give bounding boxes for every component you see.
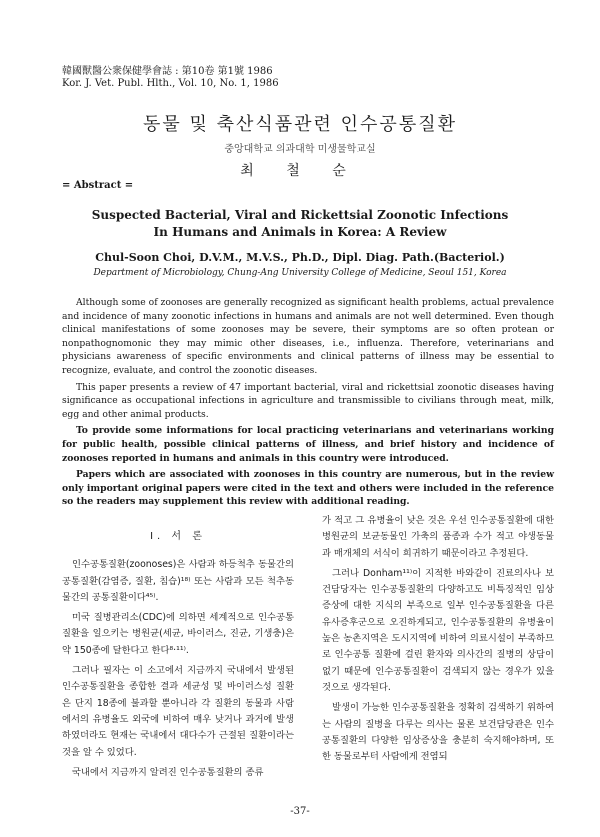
paper-title-english [0,207,600,241]
abstract-paragraph: This paper presents a review of 47 important bacterial, viral and rickettsial zoonotic diseases having significance as occupational infections in agriculture and transmissible to civilians through meat, milk, egg and other animal products. [62,381,554,420]
paper-title-korean: 동물 및 축산식품관련 인수공통질환 [143,114,457,135]
abstract-body [62,296,554,512]
body-paragraph: 발생이 가능한 인수공통질환을 정확히 검색하기 위하여는 사람의 질병을 다루는 의사는 물론 보건담당관은 인수공통질환의 다양한 임상증상을 충분히 숙지해야하며, 또한 동물로부터 사람에게 전염되 [322,702,554,763]
author-name-english: Chul-Soon Choi, D.V.M., M.V.S., Ph.D., Dipl. Diag. Path.(Bacteriol.) [95,251,505,264]
body-paragraph: 국내에서 지금까지 알려진 인수공통질환의 종류 [72,766,264,778]
paper-title-english-line2: In Humans and Animals in Korea: A Review [153,225,447,239]
journal-citation [62,66,279,90]
page-number: -37- [290,806,310,817]
section-heading-introduction: I. 서 론 [150,531,206,542]
abstract-label: = Abstract = [62,180,134,191]
affiliation-korean: 중앙대학교 의과대학 미생물학교실 [224,144,376,155]
body-paragraph: 인수공통질환(zoonoses)은 사람과 하등척추 동물간의 공통질환(감염증, 질환, 침습)¹⁸⁾ 또는 사람과 모든 척추동물간의 공통질환이다⁴⁵⁾. [62,559,294,603]
abstract-paragraph: Papers which are associated with zoonoses in this country are numerous, but in the review only important original papers were cited in the text and others were included in the reference so the readers may supplement this review with additional reading. [62,469,554,508]
journal-citation-korean: 韓國獸醫公衆保健學會誌 : 第10卷 第1號 1986 [62,66,273,77]
body-paragraph: 그러나 Donham¹¹⁾이 지적한 바와같이 진료의사나 보건담당자는 인수공통질환의 다양하고도 비특징적인 임상증상에 대한 지식의 부족으로 일부 인수공통질환을 다른 유사증후군으로 오진하게되고, 인수공통질환의 유병율이 높은 농촌지역은 도시지역에 비하여 의료시설이 부족하므로 인수공통 질환에 걸린 환자와 의사간의 질병의 상담이 없기 때문에 인수공통질환이 검색되지 않는 경우가 있을 것으로 생각된다. [322,567,554,693]
department-english: Department of Microbiology, Chung-Ang University College of Medicine, Seoul 151, Korea [93,268,507,278]
body-column-left [62,513,294,785]
body-paragraph: 가 적고 그 유병율이 낮은 것은 우선 인수공통질환에 대한 병원균의 보균동물인 가축의 품종과 수가 적고 야생동물과 매개체의 서식이 희귀하기 때문이라고 추정된다. [322,515,554,559]
body-paragraph: 미국 질병관리소(CDC)에 의하면 세계적으로 인수공통질환을 일으키는 병원균(세균, 바이러스, 진균, 기생충)은 약 150종에 달한다고 한다⁸·¹¹⁾. [62,612,294,656]
abstract-paragraph: Although some of zoonoses are generally recognized as significant health problems, actual prevalence and incidence of many zoonotic infections in humans and animals are not well determined. Even though clinical manifestations of some zoonoses may be severe, their symptoms are so often protean or nonpathognomonic they may mimic other diseases, i.e., influenza. Therefore, veterinarians and physicians awareness of specific environments and clinical patterns of illness may be essential to recognize, evaluate, and control the zoonotic diseases. [62,297,554,376]
paper-title-english-line1: Suspected Bacterial, Viral and Rickettsial Zoonotic Infections [91,208,509,222]
body-column-right [322,513,554,769]
body-paragraph: 그러나 필자는 이 소고에서 지금까지 국내에서 발생된 인수공통질환을 종합한 결과 세균성 및 바이러스성 질환은 단지 18종에 불과할 뿐아니라 각 질환의 동물과 사람에서의 유병율도 외국에 비하여 매우 낮거나 과거에 발생하였더라도 현재는 국내에서 대다수가 근절된 질환이라는 것을 알 수 있었다. [62,665,294,758]
author-name-korean: 최 철 순 [240,163,360,179]
journal-citation-english: Kor. J. Vet. Publ. Hlth., Vol. 10, No. 1, 1986 [62,78,279,89]
abstract-paragraph: To provide some informations for local practicing veterinarians and veterinarians working for public health, possible clinical patterns of illness, and brief history and incidence of zoonoses reported in humans and animals in this country were introduced. [62,425,554,464]
